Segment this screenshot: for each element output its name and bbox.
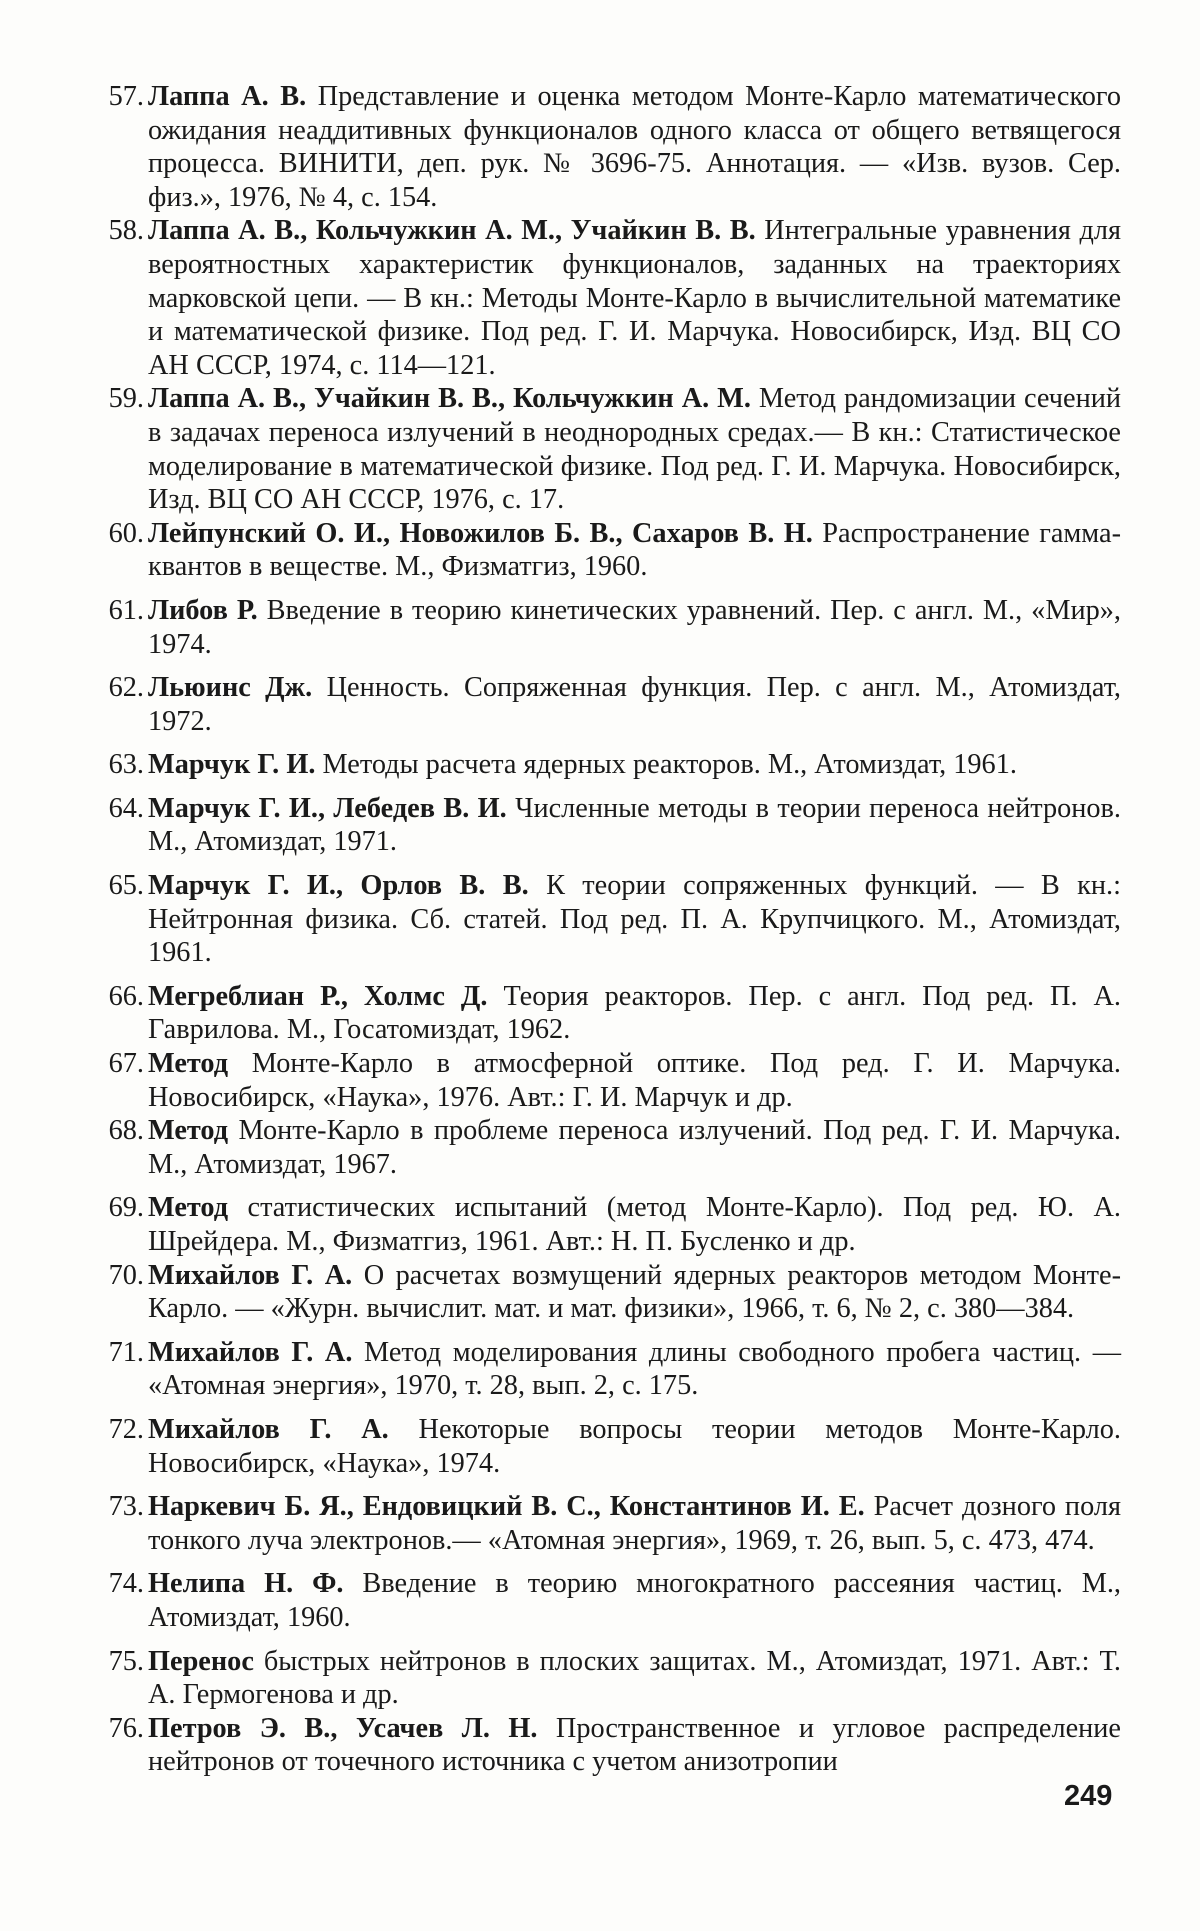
reference-list: [76, 80, 1121, 1779]
reference-item: [76, 792, 1121, 859]
page-number: 249: [1064, 1780, 1112, 1813]
reference-item: [76, 214, 1121, 382]
reference-number: 75.: [76, 1645, 144, 1679]
reference-authors: Лаппа А. В., Учайкин В. В., Кольчужкин А. М.: [148, 383, 751, 414]
reference-item: [76, 1567, 1121, 1634]
reference-number: 70.: [76, 1259, 144, 1293]
reference-number: 67.: [76, 1047, 144, 1081]
reference-number: 74.: [76, 1567, 144, 1601]
reference-authors: Лаппа А. В.: [148, 81, 306, 112]
reference-item: [76, 1645, 1121, 1712]
reference-text: Численные методы в теории переноса нейтронов. М., Атомиздат, 1971.: [148, 793, 1121, 858]
reference-item: [76, 1259, 1121, 1326]
reference-item: [76, 1413, 1121, 1480]
reference-number: 62.: [76, 671, 144, 705]
reference-item: [76, 1712, 1121, 1779]
reference-item: [76, 748, 1121, 782]
reference-number: 59.: [76, 382, 144, 416]
reference-item: [76, 382, 1121, 516]
reference-authors: Метод: [148, 1048, 228, 1079]
reference-item: [76, 1336, 1121, 1403]
reference-text: статистических испытаний (метод Монте-Карло). Под ред. Ю. А. Шрейдера. М., Физматгиз, 1961. Авт.: Н. П. Бусленко и др.: [148, 1192, 1121, 1257]
reference-text: Интегральные уравнения для вероятностных характеристик функционалов, заданных на траекториях марковской цепи. — В кн.: Методы Монте-Карло в вычислительной математике и математической физике. Под ред. Г. И. Марчука. Новосибирск, Изд. ВЦ СО АН СССР, 1974, с. 114—121.: [148, 215, 1121, 380]
reference-authors: Марчук Г. И.: [148, 749, 315, 780]
reference-authors: Марчук Г. И., Орлов В. В.: [148, 870, 529, 901]
reference-item: [76, 80, 1121, 214]
reference-text: Ценность. Сопряженная функция. Пер. с англ. М., Атомиздат, 1972.: [148, 672, 1121, 737]
reference-authors: Мегреблиан Р., Холмс Д.: [148, 981, 487, 1012]
reference-text: Теория реакторов. Пер. с англ. Под ред. П. А. Гаврилова. М., Госатомиздат, 1962.: [148, 981, 1121, 1046]
reference-item: [76, 1114, 1121, 1181]
reference-text: Расчет дозного поля тонкого луча электронов.— «Атомная энергия», 1969, т. 26, вып. 5, с. 473, 474.: [148, 1491, 1121, 1556]
reference-number: 69.: [76, 1191, 144, 1225]
reference-item: [76, 869, 1121, 970]
reference-authors: Нелипа Н. Ф.: [148, 1568, 344, 1599]
reference-text: Распространение гамма-квантов в веществе. М., Физматгиз, 1960.: [148, 518, 1121, 583]
reference-authors: Михайлов Г. А.: [148, 1414, 389, 1445]
reference-number: 65.: [76, 869, 144, 903]
reference-text: быстрых нейтронов в плоских защитах. М., Атомиздат, 1971. Авт.: Т. А. Гермогенова и др.: [148, 1646, 1121, 1711]
reference-authors: Марчук Г. И., Лебедев В. И.: [148, 793, 507, 824]
reference-authors: Наркевич Б. Я., Ендовицкий В. С., Константинов И. Е.: [148, 1491, 865, 1522]
reference-text: Введение в теорию многократного рассеяния частиц. М., Атомиздат, 1960.: [148, 1568, 1121, 1633]
reference-text: Монте-Карло в проблеме переноса излучений. Под ред. Г. И. Марчука. М., Атомиздат, 1967.: [148, 1115, 1121, 1180]
reference-authors: Лаппа А. В., Кольчужкин А. М., Учайкин В. В.: [148, 215, 756, 246]
reference-authors: Лейпунский О. И., Новожилов Б. В., Сахаров В. Н.: [148, 518, 813, 549]
reference-authors: Петров Э. В., Усачев Л. Н.: [148, 1713, 537, 1744]
reference-item: [76, 594, 1121, 661]
reference-number: 61.: [76, 594, 144, 628]
reference-number: 68.: [76, 1114, 144, 1148]
reference-number: 66.: [76, 980, 144, 1014]
reference-number: 64.: [76, 792, 144, 826]
reference-number: 57.: [76, 80, 144, 114]
reference-authors: Либов Р.: [148, 595, 258, 626]
reference-text: Представление и оценка методом Монте-Карло математического ожидания неаддитивных функционалов одного класса от общего ветвящегося процесса. ВИНИТИ, деп. рук. № 3696-75. Аннотация. — «Изв. вузов. Сер. физ.», 1976, № 4, с. 154.: [148, 81, 1121, 213]
reference-text: Метод моделирования длины свободного пробега частиц. — «Атомная энергия», 1970, т. 28, вып. 2, с. 175.: [148, 1337, 1121, 1402]
reference-number: 60.: [76, 517, 144, 551]
reference-authors: Метод: [148, 1192, 228, 1223]
reference-text: Метод рандомизации сечений в задачах переноса излучений в неоднородных средах.— В кн.: Статистическое моделирование в математической физике. Под ред. Г. И. Марчука. Новосибирск, Изд. ВЦ СО АН СССР, 1976, с. 17.: [148, 383, 1121, 515]
reference-text: Введение в теорию кинетических уравнений. Пер. с англ. М., «Мир», 1974.: [148, 595, 1121, 660]
reference-number: 73.: [76, 1490, 144, 1524]
reference-text: Методы расчета ядерных реакторов. М., Атомиздат, 1961.: [315, 749, 1017, 780]
reference-item: [76, 517, 1121, 584]
reference-item: [76, 671, 1121, 738]
reference-text: Некоторые вопросы теории методов Монте-Карло. Новосибирск, «Наука», 1974.: [148, 1414, 1121, 1479]
reference-text: К теории сопряженных функций. — В кн.: Нейтронная физика. Сб. статей. Под ред. П. А. Крупчицкого. М., Атомиздат, 1961.: [148, 870, 1121, 968]
reference-number: 71.: [76, 1336, 144, 1370]
reference-text: О расчетах возмущений ядерных реакторов методом Монте-Карло. — «Журн. вычислит. мат. и мат. физики», 1966, т. 6, № 2, с. 380—384.: [148, 1260, 1121, 1325]
reference-text: Пространственное и угловое распределение нейтронов от точечного источника с учетом анизотропии: [148, 1713, 1121, 1778]
reference-number: 76.: [76, 1712, 144, 1746]
book-page: [0, 0, 1200, 1931]
reference-text: Монте-Карло в атмосферной оптике. Под ред. Г. И. Марчука. Новосибирск, «Наука», 1976. Авт.: Г. И. Марчук и др.: [148, 1048, 1121, 1113]
reference-authors: Перенос: [148, 1646, 254, 1677]
reference-number: 72.: [76, 1413, 144, 1447]
reference-item: [76, 1191, 1121, 1258]
reference-item: [76, 980, 1121, 1047]
reference-authors: Льюинс Дж.: [148, 672, 312, 703]
reference-item: [76, 1490, 1121, 1557]
reference-number: 63.: [76, 748, 144, 782]
reference-authors: Метод: [148, 1115, 228, 1146]
reference-item: [76, 1047, 1121, 1114]
reference-authors: Михайлов Г. А.: [148, 1260, 352, 1291]
reference-number: 58.: [76, 214, 144, 248]
reference-authors: Михайлов Г. А.: [148, 1337, 352, 1368]
